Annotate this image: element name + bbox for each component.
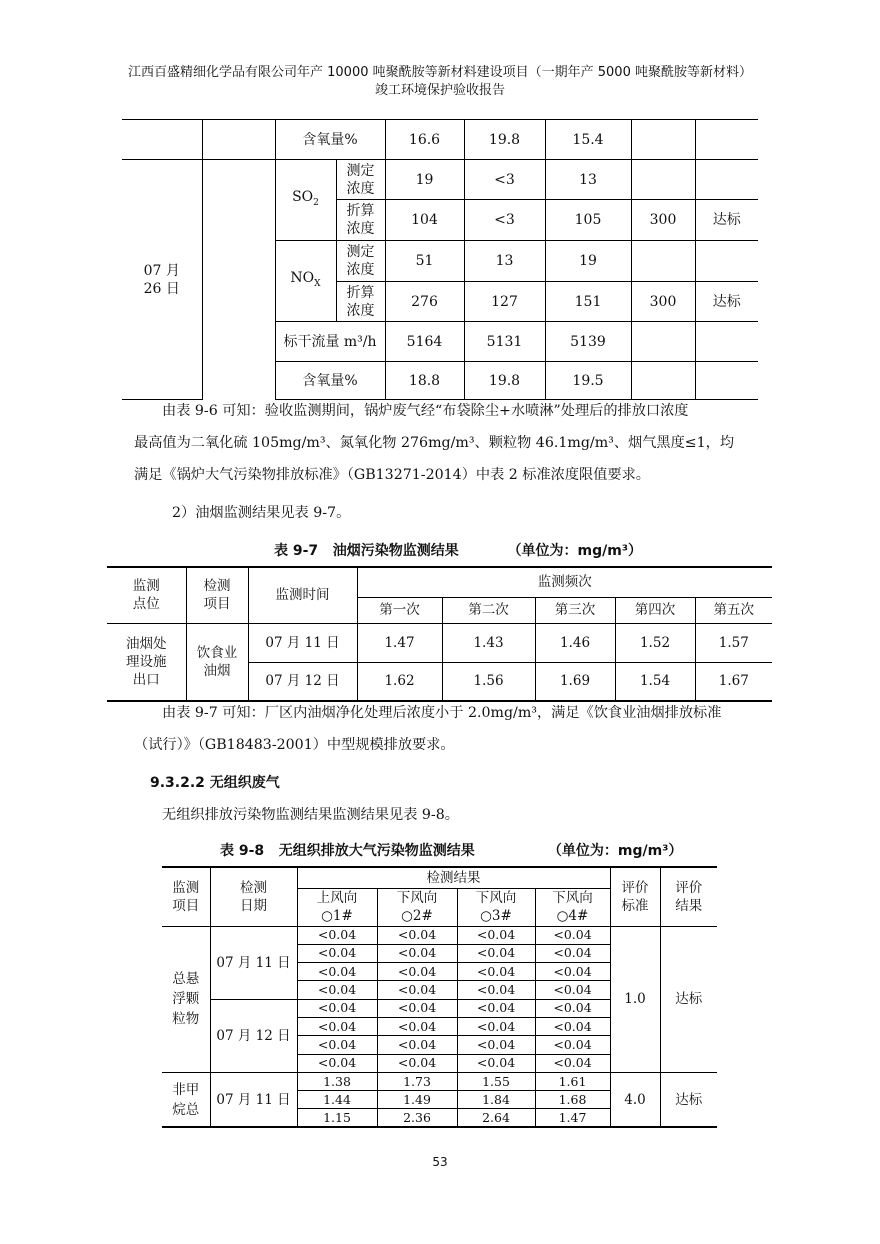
paragraph-oil-fume-conclusion-line2: （试行）》（GB18483-2001）中型规模排放要求。	[134, 737, 455, 753]
cell-value: 1.52	[615, 623, 695, 662]
fugitive-table-body	[162, 926, 717, 1127]
report-header-line2: 竣工环境保护验收报告	[374, 83, 505, 98]
converted-label: 折算 浓度	[336, 200, 385, 241]
limit-value: 300	[631, 282, 695, 322]
result-value: 达标	[695, 200, 758, 241]
cell-value: 19	[545, 241, 631, 282]
cell-value: <0.04	[535, 944, 610, 962]
cell-value: <3	[464, 160, 545, 200]
cell-value: 1.67	[695, 662, 772, 701]
table-9-8-caption: 表 9-8 无组织排放大气污染物监测结果 （单位为：mg/m³）	[220, 843, 683, 859]
nox-subscript: X	[314, 278, 321, 289]
empty-cell	[631, 241, 695, 282]
table-row	[162, 926, 717, 944]
row-date: 07 月 12 日	[248, 662, 357, 701]
report-header-line1: 江西百盛精细化学品有限公司年产 10000 吨聚酰胺等新材料建设项目（一期年产 5000 吨聚酰胺等新材料）	[128, 65, 752, 80]
cell-value: 13	[545, 160, 631, 200]
paragraph-boiler-conclusion-line1: 由表 9-6 可知：验收监测期间，锅炉废气经“布袋除尘+水喷淋”处理后的排放口浓度	[162, 403, 689, 419]
measured-label: 测定 浓度	[336, 241, 385, 282]
paragraph-oil-fume-conclusion-line1: 由表 9-7 可知：厂区内油烟净化处理后浓度小于 2.0mg/m³，满足《饮食业油烟排放标准	[162, 705, 722, 721]
cell-value: <0.04	[457, 981, 535, 999]
so2-label	[275, 160, 336, 241]
converted-label: 折算 浓度	[336, 282, 385, 322]
cell-value: <0.04	[535, 1054, 610, 1072]
header-standard: 评价 标准	[610, 867, 660, 926]
cell-value: <0.04	[377, 999, 457, 1017]
cell-value: <0.04	[535, 963, 610, 981]
cell-value: 5164	[385, 322, 464, 362]
item-label: 非甲 烷总	[162, 1072, 210, 1127]
cell-value: 1.56	[442, 662, 535, 701]
cell-value: 5139	[545, 322, 631, 362]
cell-value: 1.61	[535, 1072, 610, 1090]
cell-value: 1.49	[377, 1091, 457, 1109]
paragraph-boiler-conclusion-line2: 最高值为二氧化硫 105mg/m³、氮氧化物 276mg/m³、颗粒物 46.1mg/m³、烟气黑度≤1，均	[134, 435, 735, 451]
empty-cell	[695, 120, 758, 160]
cell-value: 1.47	[357, 623, 442, 662]
cell-value: <0.04	[377, 1054, 457, 1072]
table-row	[162, 1072, 717, 1090]
cell-value: <0.04	[535, 1017, 610, 1035]
paragraph-fugitive-intro: 无组织排放污染物监测结果监测结果见表 9-8。	[162, 807, 459, 823]
header-point-1: 上风向 ○1#	[297, 888, 377, 926]
header-item: 监测 项目	[162, 867, 210, 926]
section-heading: 9.3.2.2 无组织废气	[150, 775, 280, 791]
empty-cell	[631, 362, 695, 400]
empty-cell	[695, 241, 758, 282]
cell-value: <0.04	[535, 999, 610, 1017]
cell-value: <0.04	[457, 1036, 535, 1054]
sampling-date: 07 月 26 日	[122, 160, 202, 400]
cell-value: 151	[545, 282, 631, 322]
cell-value: 1.47	[535, 1109, 610, 1127]
cell-value: 1.62	[357, 662, 442, 701]
oxygen-label: 含氧量%	[275, 120, 385, 160]
cell-value: 2.36	[377, 1109, 457, 1127]
cell-value: <0.04	[457, 926, 535, 944]
nox-text: NO	[290, 270, 315, 287]
cell-value: 19.5	[545, 362, 631, 400]
cell-value: <0.04	[535, 981, 610, 999]
cell-value: 19.8	[464, 362, 545, 400]
cell-value: <0.04	[297, 999, 377, 1017]
cell-value: <0.04	[457, 1054, 535, 1072]
header-conclusion: 评价 结果	[660, 867, 717, 926]
header-frequency: 监测频次	[357, 567, 772, 597]
so2-text: SO	[292, 189, 314, 206]
header-item: 检测 项目	[186, 567, 248, 623]
empty-cell	[631, 120, 695, 160]
header-date: 检测 日期	[210, 867, 297, 926]
cell-value: <0.04	[377, 981, 457, 999]
empty-cell	[631, 322, 695, 362]
cell-value: <0.04	[457, 1017, 535, 1035]
cell-value: 1.57	[695, 623, 772, 662]
empty-cell	[695, 362, 758, 400]
row-date: 07 月 11 日	[248, 623, 357, 662]
page-number: 53	[432, 1155, 448, 1169]
standard-value: 4.0	[610, 1072, 660, 1127]
result-value: 达标	[695, 282, 758, 322]
cell-value: 1.69	[535, 662, 615, 701]
cell-value: <0.04	[377, 944, 457, 962]
empty-cell	[631, 160, 695, 200]
cell-value: 1.46	[535, 623, 615, 662]
cell-value: <0.04	[457, 944, 535, 962]
paragraph-oil-fume-intro: 2）油烟监测结果见表 9-7。	[172, 505, 351, 521]
header-point-2: 下风向 ○2#	[377, 888, 457, 926]
cell-value: 1.68	[535, 1091, 610, 1109]
cell-value: <0.04	[297, 963, 377, 981]
cell-value: <0.04	[297, 1036, 377, 1054]
conclusion-value: 达标	[660, 1072, 717, 1127]
cell-value: 51	[385, 241, 464, 282]
cell-value: <0.04	[377, 963, 457, 981]
cell-value: 1.54	[615, 662, 695, 701]
empty-cell	[122, 120, 202, 160]
cell-value: 2.64	[457, 1109, 535, 1127]
cell-value: <0.04	[535, 926, 610, 944]
header-point: 监测 点位	[107, 567, 186, 623]
empty-cell	[695, 160, 758, 200]
header-point-3: 下风向 ○3#	[457, 888, 535, 926]
standard-value: 1.0	[610, 926, 660, 1072]
cell-value: 19.8	[464, 120, 545, 160]
header-fourth: 第四次	[615, 597, 695, 623]
cell-value: <0.04	[297, 944, 377, 962]
oil-fume-table	[107, 566, 772, 702]
cell-value: <0.04	[377, 926, 457, 944]
header-second: 第二次	[442, 597, 535, 623]
header-third: 第三次	[535, 597, 615, 623]
empty-cell	[202, 120, 275, 160]
cell-value: 1.73	[377, 1072, 457, 1090]
cell-value: <0.04	[297, 981, 377, 999]
empty-cell	[202, 160, 275, 400]
monitoring-point: 油烟处 理设施 出口	[107, 623, 186, 701]
empty-cell	[695, 322, 758, 362]
group-date: 07 月 12 日	[210, 999, 297, 1072]
paragraph-boiler-conclusion-line3: 满足《锅炉大气污染物排放标准》（GB13271-2014）中表 2 标准浓度限值要求。	[134, 467, 650, 483]
cell-value: 19	[385, 160, 464, 200]
flow-label: 标干流量 m³/h	[275, 322, 385, 362]
so2-subscript: 2	[313, 197, 319, 208]
cell-value: <0.04	[457, 999, 535, 1017]
cell-value: <0.04	[297, 1017, 377, 1035]
group-date: 07 月 11 日	[210, 1072, 297, 1127]
monitoring-item: 饮食业 油烟	[186, 623, 248, 701]
cell-value: 104	[385, 200, 464, 241]
header-results: 检测结果	[297, 867, 610, 888]
cell-value: <3	[464, 200, 545, 241]
cell-value: 127	[464, 282, 545, 322]
table-9-7-caption: 表 9-7 油烟污染物监测结果 （单位为：mg/m³）	[274, 543, 642, 559]
cell-value: 1.38	[297, 1072, 377, 1090]
header-fifth: 第五次	[695, 597, 772, 623]
header-point-4: 下风向 ○4#	[535, 888, 610, 926]
cell-value: 105	[545, 200, 631, 241]
conclusion-value: 达标	[660, 926, 717, 1072]
nox-label	[275, 241, 336, 322]
cell-value: 1.15	[297, 1109, 377, 1127]
cell-value: 276	[385, 282, 464, 322]
measured-label: 测定 浓度	[336, 160, 385, 200]
header-time: 监测时间	[248, 567, 357, 623]
cell-value: 1.44	[297, 1091, 377, 1109]
oxygen-label: 含氧量%	[275, 362, 385, 400]
cell-value: 5131	[464, 322, 545, 362]
cell-value: <0.04	[297, 1054, 377, 1072]
cell-value: 16.6	[385, 120, 464, 160]
header-first: 第一次	[357, 597, 442, 623]
cell-value: <0.04	[457, 963, 535, 981]
cell-value: 1.84	[457, 1091, 535, 1109]
cell-value: 18.8	[385, 362, 464, 400]
group-date: 07 月 11 日	[210, 926, 297, 999]
cell-value: <0.04	[535, 1036, 610, 1054]
cell-value: 1.43	[442, 623, 535, 662]
limit-value: 300	[631, 200, 695, 241]
boiler-gas-table	[122, 119, 758, 400]
cell-value: <0.04	[297, 926, 377, 944]
cell-value: 13	[464, 241, 545, 282]
fugitive-emission-table	[162, 866, 717, 1128]
item-label: 总悬 浮颗 粒物	[162, 926, 210, 1072]
cell-value: 1.55	[457, 1072, 535, 1090]
cell-value: 15.4	[545, 120, 631, 160]
cell-value: <0.04	[377, 1017, 457, 1035]
cell-value: <0.04	[377, 1036, 457, 1054]
